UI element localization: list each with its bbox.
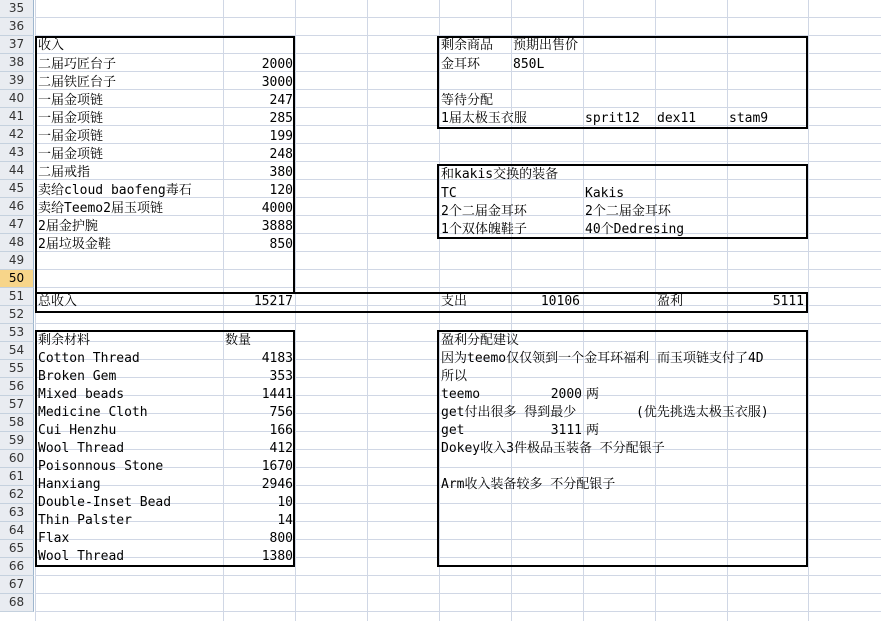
material-name: Mixed beads xyxy=(38,387,125,402)
material-name: Poisonnous Stone xyxy=(38,459,164,474)
total-income-value: 15217 xyxy=(253,294,293,309)
material-name: Wool Thread xyxy=(38,549,125,564)
material-name: Cui Henzhu xyxy=(38,423,117,438)
distribution-line: get付出很多 得到最少 xyxy=(441,405,577,420)
row-header[interactable]: 63 xyxy=(0,504,34,522)
row-header[interactable]: 60 xyxy=(0,450,34,468)
income-item-value: 380 xyxy=(269,165,293,180)
material-name: Medicine Cloth xyxy=(38,405,148,420)
income-item-label: 二届巧匠台子 xyxy=(38,57,117,72)
income-item-value: 120 xyxy=(269,183,293,198)
material-name: Wool Thread xyxy=(38,441,125,456)
income-header: 收入 xyxy=(38,38,65,53)
row-header[interactable]: 44 xyxy=(0,162,34,180)
row-gridline xyxy=(35,575,881,576)
column-gridline xyxy=(583,0,584,621)
material-qty: 756 xyxy=(269,405,293,420)
row-gridline xyxy=(35,143,881,144)
material-qty: 1380 xyxy=(261,549,293,564)
row-header[interactable]: 35 xyxy=(0,0,34,18)
row-header[interactable]: 57 xyxy=(0,396,34,414)
row-header[interactable]: 42 xyxy=(0,126,34,144)
income-item-label: 卖给Teemo2届玉项链 xyxy=(38,201,163,216)
column-gridline xyxy=(367,0,368,621)
row-header[interactable]: 43 xyxy=(0,144,34,162)
row-header[interactable]: 38 xyxy=(0,54,34,72)
material-qty: 2946 xyxy=(261,477,293,492)
row-header[interactable]: 45 xyxy=(0,180,34,198)
material-name: Broken Gem xyxy=(38,369,117,384)
material-name: Thin Palster xyxy=(38,513,132,528)
exchange-row-kakis: 40个Dedresing xyxy=(585,222,685,237)
row-header[interactable]: 41 xyxy=(0,108,34,126)
row-header[interactable]: 48 xyxy=(0,234,34,252)
column-gridline xyxy=(808,0,809,621)
material-name: Flax xyxy=(38,531,70,546)
teemo-unit: 两 xyxy=(586,387,600,402)
pending-stat-stam: stam9 xyxy=(729,111,769,126)
income-item-label: 2届垃圾金鞋 xyxy=(38,237,111,252)
goods-header-item: 剩余商品 xyxy=(441,38,494,53)
pending-stat-spirit: sprit12 xyxy=(585,111,640,126)
distribution-line: 因为teemo仅仅领到一个金耳环福利 而玉项链支付了4D xyxy=(441,351,764,366)
row-header[interactable]: 65 xyxy=(0,540,34,558)
row-header[interactable]: 46 xyxy=(0,198,34,216)
column-gridline xyxy=(35,0,36,621)
row-gridline xyxy=(35,593,881,594)
income-item-label: 卖给cloud baofeng毒石 xyxy=(38,183,192,198)
exchange-col-tc: TC xyxy=(441,186,457,201)
pending-item: 1届太极玉衣服 xyxy=(441,111,527,126)
teemo-name: teemo xyxy=(441,387,481,402)
totals-box xyxy=(35,292,808,313)
row-gridline xyxy=(35,521,881,522)
column-gridline xyxy=(439,0,440,621)
pending-stat-dex: dex11 xyxy=(657,111,697,126)
get-name: get xyxy=(441,423,465,438)
material-qty: 166 xyxy=(269,423,293,438)
income-item-label: 一届金项链 xyxy=(38,111,104,126)
exchange-row-kakis: 2个二届金耳环 xyxy=(585,204,671,219)
row-header[interactable]: 47 xyxy=(0,216,34,234)
expense-label: 支出 xyxy=(441,294,468,309)
row-header[interactable]: 59 xyxy=(0,432,34,450)
profit-label: 盈利 xyxy=(657,294,684,309)
row-header[interactable]: 62 xyxy=(0,486,34,504)
income-item-value: 285 xyxy=(269,111,293,126)
goods-header-price: 预期出售价 xyxy=(513,38,579,53)
row-header[interactable]: 58 xyxy=(0,414,34,432)
row-header[interactable]: 37 xyxy=(0,36,34,54)
exchange-row-tc: 2个二届金耳环 xyxy=(441,204,527,219)
row-header[interactable]: 39 xyxy=(0,72,34,90)
material-qty: 800 xyxy=(269,531,293,546)
income-item-label: 2届金护腕 xyxy=(38,219,98,234)
material-name: Double-Inset Bead xyxy=(38,495,172,510)
column-gridline xyxy=(655,0,656,621)
row-header[interactable]: 54 xyxy=(0,342,34,360)
distribution-note: (优先挑选太极玉衣服) xyxy=(636,405,769,420)
distribution-header: 盈利分配建议 xyxy=(441,333,520,348)
income-item-value: 3888 xyxy=(261,219,293,234)
row-gridline xyxy=(35,287,881,288)
income-item-label: 二届铁匠台子 xyxy=(38,75,117,90)
row-gridline xyxy=(35,161,881,162)
distribution-line: Arm收入装备较多 不分配银子 xyxy=(441,477,616,492)
exchange-header: 和kakis交换的装备 xyxy=(441,167,559,182)
income-item-value: 2000 xyxy=(261,57,293,72)
row-header[interactable]: 68 xyxy=(0,594,34,612)
material-qty: 4183 xyxy=(261,351,293,366)
exchange-row-tc: 1个双体魄鞋子 xyxy=(441,222,527,237)
income-item-value: 248 xyxy=(269,147,293,162)
row-header[interactable]: 53 xyxy=(0,324,34,342)
income-item-value: 4000 xyxy=(261,201,293,216)
material-qty: 10 xyxy=(277,495,293,510)
row-header[interactable]: 51 xyxy=(0,288,34,306)
get-amount: 3111 xyxy=(550,423,582,438)
income-item-label: 一届金项链 xyxy=(38,93,104,108)
material-name: Hanxiang xyxy=(38,477,101,492)
row-header[interactable]: 52 xyxy=(0,306,34,324)
row-header[interactable]: 67 xyxy=(0,576,34,594)
row-header[interactable]: 55 xyxy=(0,360,34,378)
row-header[interactable]: 61 xyxy=(0,468,34,486)
row-gridline xyxy=(35,269,881,270)
material-qty: 412 xyxy=(269,441,293,456)
income-item-label: 二届戒指 xyxy=(38,165,91,180)
goods-item: 金耳环 xyxy=(441,57,481,72)
row-header[interactable]: 64 xyxy=(0,522,34,540)
income-item-value: 199 xyxy=(269,129,293,144)
row-gridline xyxy=(35,251,881,252)
row-gridline xyxy=(35,89,881,90)
column-gridline xyxy=(295,0,296,621)
distribution-line: 所以 xyxy=(441,369,468,384)
row-gridline xyxy=(35,539,881,540)
row-header[interactable]: 56 xyxy=(0,378,34,396)
material-qty: 353 xyxy=(269,369,293,384)
row-header[interactable]: 50 xyxy=(0,270,34,288)
exchange-col-kakis: Kakis xyxy=(585,186,625,201)
income-item-label: 一届金项链 xyxy=(38,129,104,144)
get-unit: 两 xyxy=(586,423,600,438)
profit-value: 5111 xyxy=(772,294,804,309)
row-header[interactable]: 40 xyxy=(0,90,34,108)
income-item-value: 3000 xyxy=(261,75,293,90)
row-header[interactable]: 36 xyxy=(0,18,34,36)
row-gridline xyxy=(35,35,881,36)
materials-header-qty: 数量 xyxy=(225,333,252,348)
row-gridline xyxy=(35,323,881,324)
row-header[interactable]: 49 xyxy=(0,252,34,270)
material-qty: 14 xyxy=(277,513,293,528)
teemo-amount: 2000 xyxy=(550,387,582,402)
pending-label: 等待分配 xyxy=(441,93,494,108)
income-item-value: 850 xyxy=(269,237,293,252)
row-gridline xyxy=(35,611,881,612)
income-item-label: 一届金项链 xyxy=(38,147,104,162)
material-qty: 1670 xyxy=(261,459,293,474)
material-qty: 1441 xyxy=(261,387,293,402)
goods-price: 850L xyxy=(513,57,545,72)
expense-value: 10106 xyxy=(540,294,580,309)
row-gridline xyxy=(35,17,881,18)
material-name: Cotton Thread xyxy=(38,351,140,366)
total-income-label: 总收入 xyxy=(38,294,78,309)
distribution-line: Dokey收入3件极品玉装备 不分配银子 xyxy=(441,441,665,456)
income-item-value: 247 xyxy=(269,93,293,108)
row-gridline xyxy=(35,557,881,558)
row-header[interactable]: 66 xyxy=(0,558,34,576)
materials-header-name: 剩余材料 xyxy=(38,333,91,348)
